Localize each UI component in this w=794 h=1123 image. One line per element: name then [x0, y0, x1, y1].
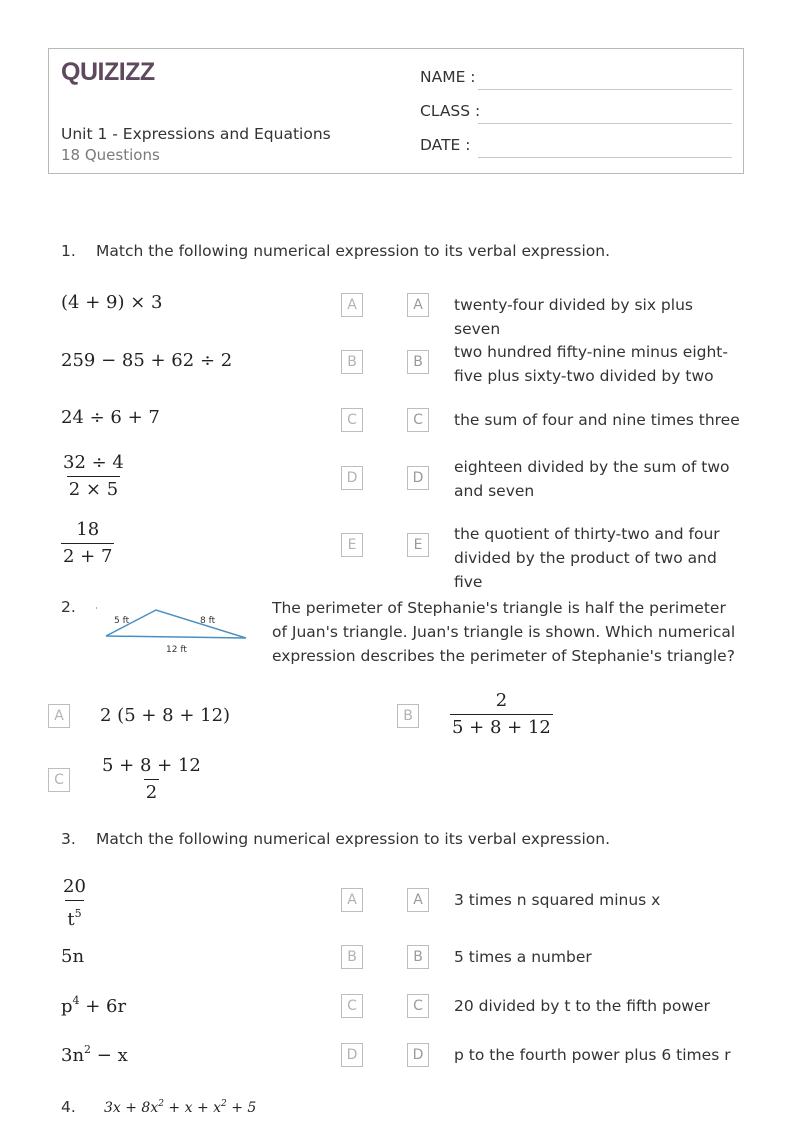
- fraction-denominator: [65, 900, 83, 931]
- fraction-denominator: 2 + 7: [61, 543, 114, 568]
- verbal-expression-c: the sum of four and nine times three: [454, 411, 740, 429]
- match-box-left-d[interactable]: D: [341, 466, 363, 490]
- expression-rest: + 6r: [79, 996, 127, 1017]
- expression-b: 5n: [61, 946, 85, 967]
- date-label: DATE :: [420, 136, 471, 154]
- match-box-left-c[interactable]: C: [341, 994, 363, 1018]
- match-box-right-e[interactable]: E: [407, 533, 429, 557]
- match-box-left-d[interactable]: D: [341, 1043, 363, 1067]
- expression-b: 259 − 85 + 62 ÷ 2: [61, 350, 233, 371]
- name-label: NAME :: [420, 68, 476, 86]
- match-box-right-c[interactable]: C: [407, 994, 429, 1018]
- expression-term: 3x + 8x: [104, 1100, 159, 1116]
- expression: [104, 1099, 256, 1116]
- fraction-numerator: 32 ÷ 4: [63, 452, 124, 473]
- expression-term: + x + x: [163, 1100, 222, 1116]
- expression-c: [61, 994, 126, 1017]
- match-box-left-a[interactable]: A: [341, 888, 363, 912]
- class-label: CLASS :: [420, 102, 481, 120]
- match-box-right-b[interactable]: B: [407, 945, 429, 969]
- match-box-right-d[interactable]: D: [407, 466, 429, 490]
- verbal-expression-b: 5 times a number: [454, 948, 592, 966]
- expression-c: 24 ÷ 6 + 7: [61, 407, 160, 428]
- fraction-denominator: 2 × 5: [67, 476, 120, 501]
- match-box-left-a[interactable]: A: [341, 293, 363, 317]
- expression-d: [61, 452, 126, 501]
- quizizz-logo: QUIZIZZ: [61, 58, 155, 86]
- fraction-numerator: 20: [63, 876, 86, 897]
- option-box-c[interactable]: C: [48, 768, 70, 792]
- option-box-a[interactable]: A: [48, 704, 70, 728]
- verbal-expression-b: two hundred fifty-nine minus eight-five plus sixty-two divided by two: [454, 343, 728, 385]
- denominator-base: t: [67, 909, 75, 930]
- fraction-numerator: 5 + 8 + 12: [102, 755, 201, 776]
- option-box-b[interactable]: B: [397, 704, 419, 728]
- verbal-expression-e: the quotient of thirty-two and four divided by the product of two and five: [454, 525, 720, 591]
- expression-exponent: 2: [221, 1099, 227, 1109]
- expression-rest: − x: [91, 1045, 128, 1066]
- question-number: 3.: [61, 830, 76, 848]
- expression-d: [61, 1043, 128, 1066]
- expression-a: (4 + 9) × 3: [61, 292, 163, 313]
- option-a-expression: 2 (5 + 8 + 12): [100, 705, 231, 726]
- match-box-left-e[interactable]: E: [341, 533, 363, 557]
- expression-a: [61, 876, 88, 931]
- match-box-left-b[interactable]: B: [341, 945, 363, 969]
- denominator-exponent: 5: [74, 907, 82, 920]
- verbal-expression-a: twenty-four divided by six plus seven: [454, 296, 693, 338]
- option-b-expression: [450, 690, 553, 739]
- worksheet-title: Unit 1 - Expressions and Equations: [61, 125, 331, 143]
- triangle-figure: [94, 604, 254, 656]
- class-field[interactable]: [478, 123, 732, 124]
- fraction-denominator: 2: [144, 779, 159, 804]
- expression-exponent: 2: [84, 1043, 92, 1056]
- base-label: 12 ft: [166, 645, 187, 655]
- side-left-label: 5 ft: [114, 616, 130, 626]
- expression-base: 3n: [61, 1045, 85, 1066]
- question-count: 18 Questions: [61, 146, 160, 164]
- verbal-expression-c: 20 divided by t to the fifth power: [454, 997, 710, 1015]
- question-number: 4.: [61, 1098, 76, 1116]
- option-c-expression: [100, 755, 203, 804]
- expression-exponent: 2: [158, 1099, 164, 1109]
- match-box-right-b[interactable]: B: [407, 350, 429, 374]
- verbal-expression-d: eighteen divided by the sum of two and seven: [454, 458, 730, 500]
- match-box-right-a[interactable]: A: [407, 293, 429, 317]
- expression-e: [61, 519, 114, 568]
- match-box-right-c[interactable]: C: [407, 408, 429, 432]
- match-box-right-d[interactable]: D: [407, 1043, 429, 1067]
- date-field[interactable]: [478, 157, 732, 158]
- question-prompt: Match the following numerical expression to its verbal expression.: [96, 242, 611, 260]
- match-box-left-b[interactable]: B: [341, 350, 363, 374]
- fraction-numerator: 2: [495, 690, 508, 711]
- fraction-denominator: 5 + 8 + 12: [450, 714, 553, 739]
- verbal-expression-a: 3 times n squared minus x: [454, 891, 661, 909]
- expression-base: p: [61, 996, 73, 1017]
- side-right-label: 8 ft: [200, 616, 216, 626]
- question-prompt: The perimeter of Stephanie's triangle is half the perimeter of Juan's triangle. Juan's triangle is shown. Which numerical expression describes the perimeter of Stephanie's triangle?: [272, 599, 736, 665]
- question-prompt: Match the following numerical expression to its verbal expression.: [96, 830, 611, 848]
- expression-exponent: 4: [72, 994, 80, 1007]
- fraction-numerator: 18: [76, 519, 100, 540]
- question-number: 1.: [61, 242, 76, 260]
- match-box-right-a[interactable]: A: [407, 888, 429, 912]
- question-number: 2.: [61, 598, 76, 616]
- match-box-left-c[interactable]: C: [341, 408, 363, 432]
- expression-term: + 5: [226, 1100, 257, 1116]
- verbal-expression-d: p to the fourth power plus 6 times r: [454, 1046, 731, 1064]
- name-field[interactable]: [478, 89, 732, 90]
